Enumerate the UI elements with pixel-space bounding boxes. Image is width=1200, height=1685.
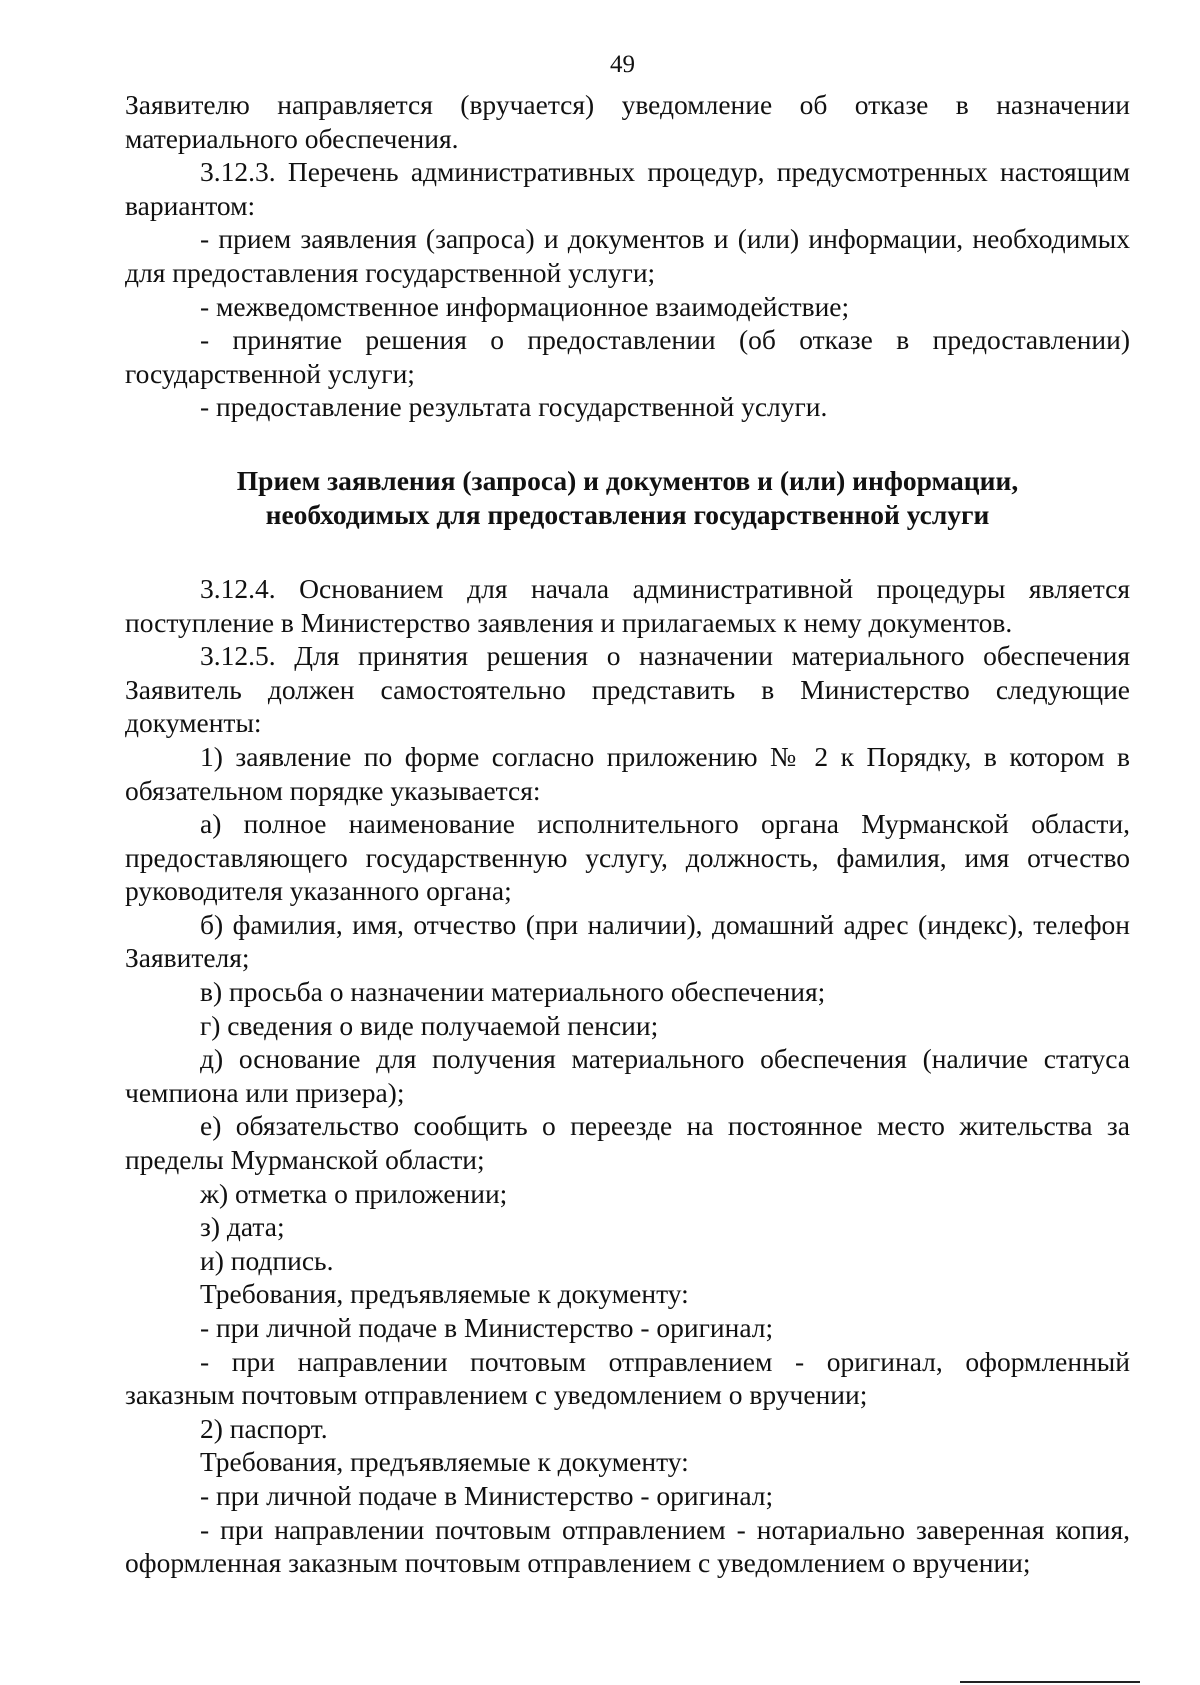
list-item: - межведомственное информационное взаимодействие;: [200, 290, 850, 322]
paragraph: 3.12.4. Основанием для начала административной процедуры является поступление в Министерство заявления и прилагаемых к нему документов.: [125, 572, 1130, 638]
section-heading-line: необходимых для предоставления государственной услуги: [265, 498, 990, 530]
section-heading: [125, 464, 1130, 532]
list-item: - предоставление результата государственной услуги.: [200, 391, 828, 423]
list-item: д) основание для получения материального обеспечения (наличие статуса чемпиона или призера);: [125, 1043, 1130, 1108]
paragraph: Требования, предъявляемые к документу:: [200, 1446, 689, 1478]
list-item: - принятие решения о предоставлении (об отказе в предоставлении) государственной услуги;: [125, 324, 1130, 389]
paragraph: 3.12.5. Для принятия решения о назначении материального обеспечения Заявитель должен самостоятельно представить в Министерство следующие документы:: [125, 640, 1130, 739]
list-item: 2) паспорт.: [200, 1412, 328, 1444]
list-item: е) обязательство сообщить о переезде на постоянное место жительства за пределы Мурманской области;: [125, 1110, 1130, 1176]
list-item: и) подпись.: [200, 1244, 334, 1276]
list-item: - при личной подаче в Министерство - оригинал;: [200, 1312, 774, 1343]
list-item: б) фамилия, имя, отчество (при наличии), домашний адрес (индекс), телефон Заявителя;: [125, 908, 1130, 974]
list-item: - при направлении почтовым отправлением - нотариально заверенная копия, оформленная заказным почтовым отправлением с уведомлением о вручении;: [125, 1513, 1130, 1579]
list-item: - при направлении почтовым отправлением - оригинал, оформленный заказным почтовым отправлением с уведомлением о вручении;: [125, 1345, 1130, 1411]
paragraph: 3.12.3. Перечень административных процедур, предусмотренных настоящим вариантом:: [125, 156, 1130, 221]
list-item: з) дата;: [200, 1211, 285, 1243]
section-heading-line: Прием заявления (запроса) и документов и (или) информации,: [236, 464, 1019, 496]
list-item: - при личной подаче в Министерство - оригинал;: [200, 1479, 774, 1511]
bottom-section: [125, 572, 1130, 1580]
top-section: [125, 88, 1130, 424]
list-item: в) просьба о назначении материального обеспечения;: [200, 976, 826, 1008]
paragraph: Требования, предъявляемые к документу:: [200, 1278, 689, 1310]
page-number: 49: [610, 51, 635, 78]
list-item: 1) заявление по форме согласно приложению № 2 к Порядку, в котором в обязательном порядке указывается:: [125, 740, 1130, 806]
list-item: ж) отметка о приложении;: [200, 1177, 508, 1209]
list-item: г) сведения о виде получаемой пенсии;: [200, 1009, 659, 1041]
list-item: - прием заявления (запроса) и документов и (или) информации, необходимых для предоставления государственной услуги;: [125, 223, 1130, 288]
paragraph: Заявителю направляется (вручается) уведомление об отказе в назначении материального обеспечения.: [125, 89, 1130, 154]
scan-edge-line: [960, 1681, 1140, 1683]
list-item: а) полное наименование исполнительного органа Мурманской области, предоставляющего государственную услугу, должность, фамилия, имя отчество руководителя указанного органа;: [125, 808, 1130, 907]
